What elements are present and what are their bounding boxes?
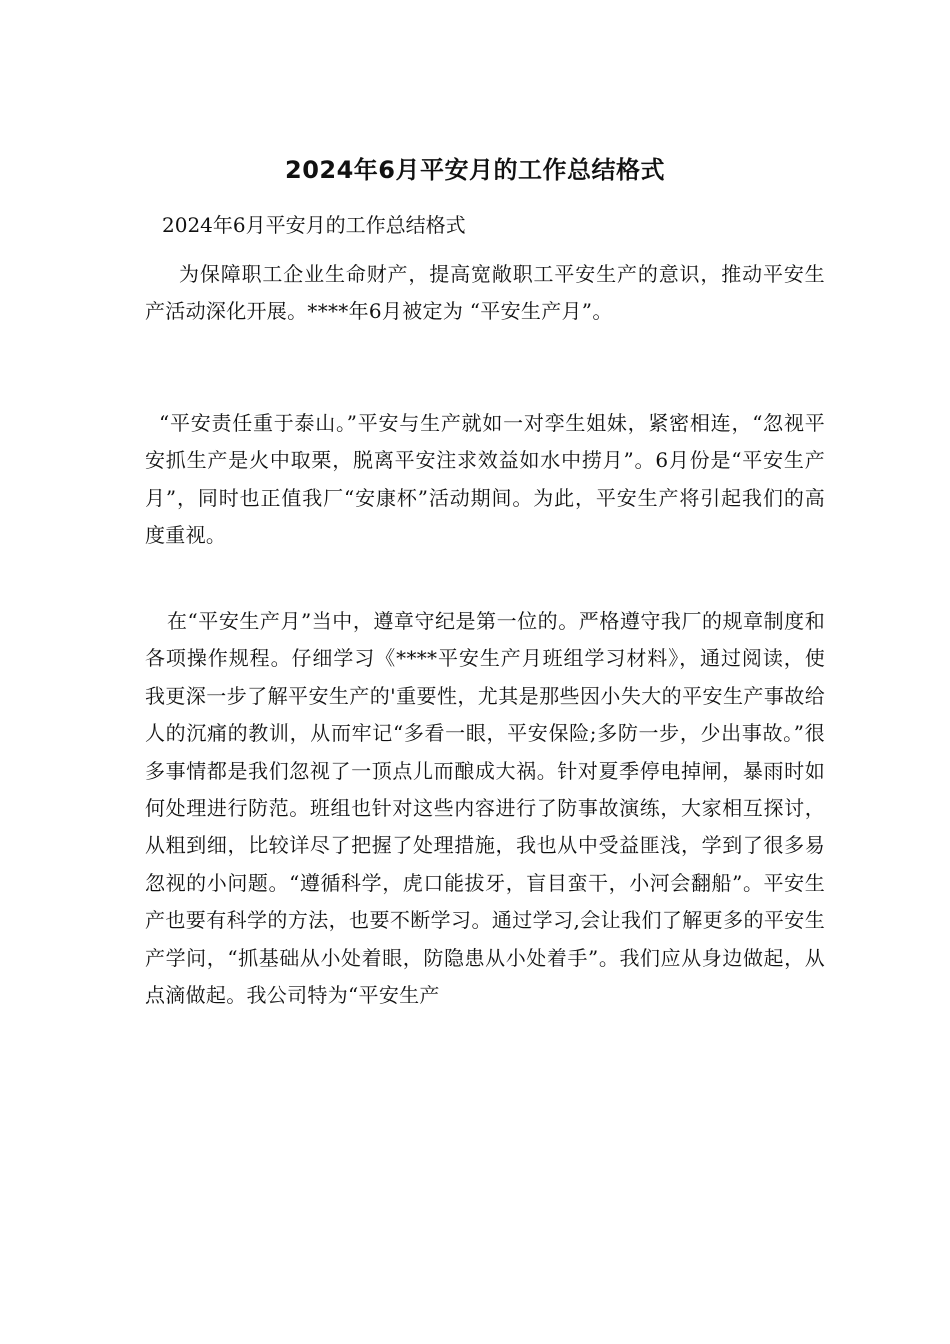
paragraph-safety-responsibility: “平安责任重于泰山。”平安与生产就如一对孪生姐妹，紧密相连，“忽视平安抓生产是火中取栗，脱离平安注求效益如水中捞月”。6月份是“平安生产月”，同时也正值我厂“安康杯”活动期间。为此，平安生产将引起我们的高度重视。: [145, 411, 825, 548]
document-subtitle: 2024年6月平安月的工作总结格式: [162, 213, 466, 237]
paragraph-safety-month: 在“平安生产月”当中，遵章守纪是第一位的。严格遵守我厂的规章制度和各项操作规程。仔细学习《****平安生产月班组学习材料》，通过阅读，使我更深一步了解平安生产的'重要性，尤其是那些因小失大的平安生产事故给人的沉痛的教训，从而牢记“多看一眼，平安保险;多防一步，少出事故。”很多事情都是我们忽视了一顶点儿而酿成大祸。针对夏季停电掉闸，暴雨时如何处理进行防范。班组也针对这些内容进行了防事故演练，大家相互探讨，从粗到细，比较详尽了把握了处理措施，我也从中受益匪浅，学到了很多易忽视的小问题。“遵循科学，虎口能拔牙，盲目蛮干，小河会翻船”。平安生产也要有科学的方法，也要不断学习。通过学习,会让我们了解更多的平安生产学问，“抓基础从小处着眼，防隐患从小处着手”。我们应从身边做起，从点滴做起。我公司特为“平安生产: [145, 609, 825, 1008]
paragraph-intro: 为保障职工企业生命财产，提高宽敞职工平安生产的意识，推动平安生产活动深化开展。****年6月被定为 “平安生产月”。: [145, 262, 825, 324]
document-title: 2024年6月平安月的工作总结格式: [285, 156, 665, 184]
